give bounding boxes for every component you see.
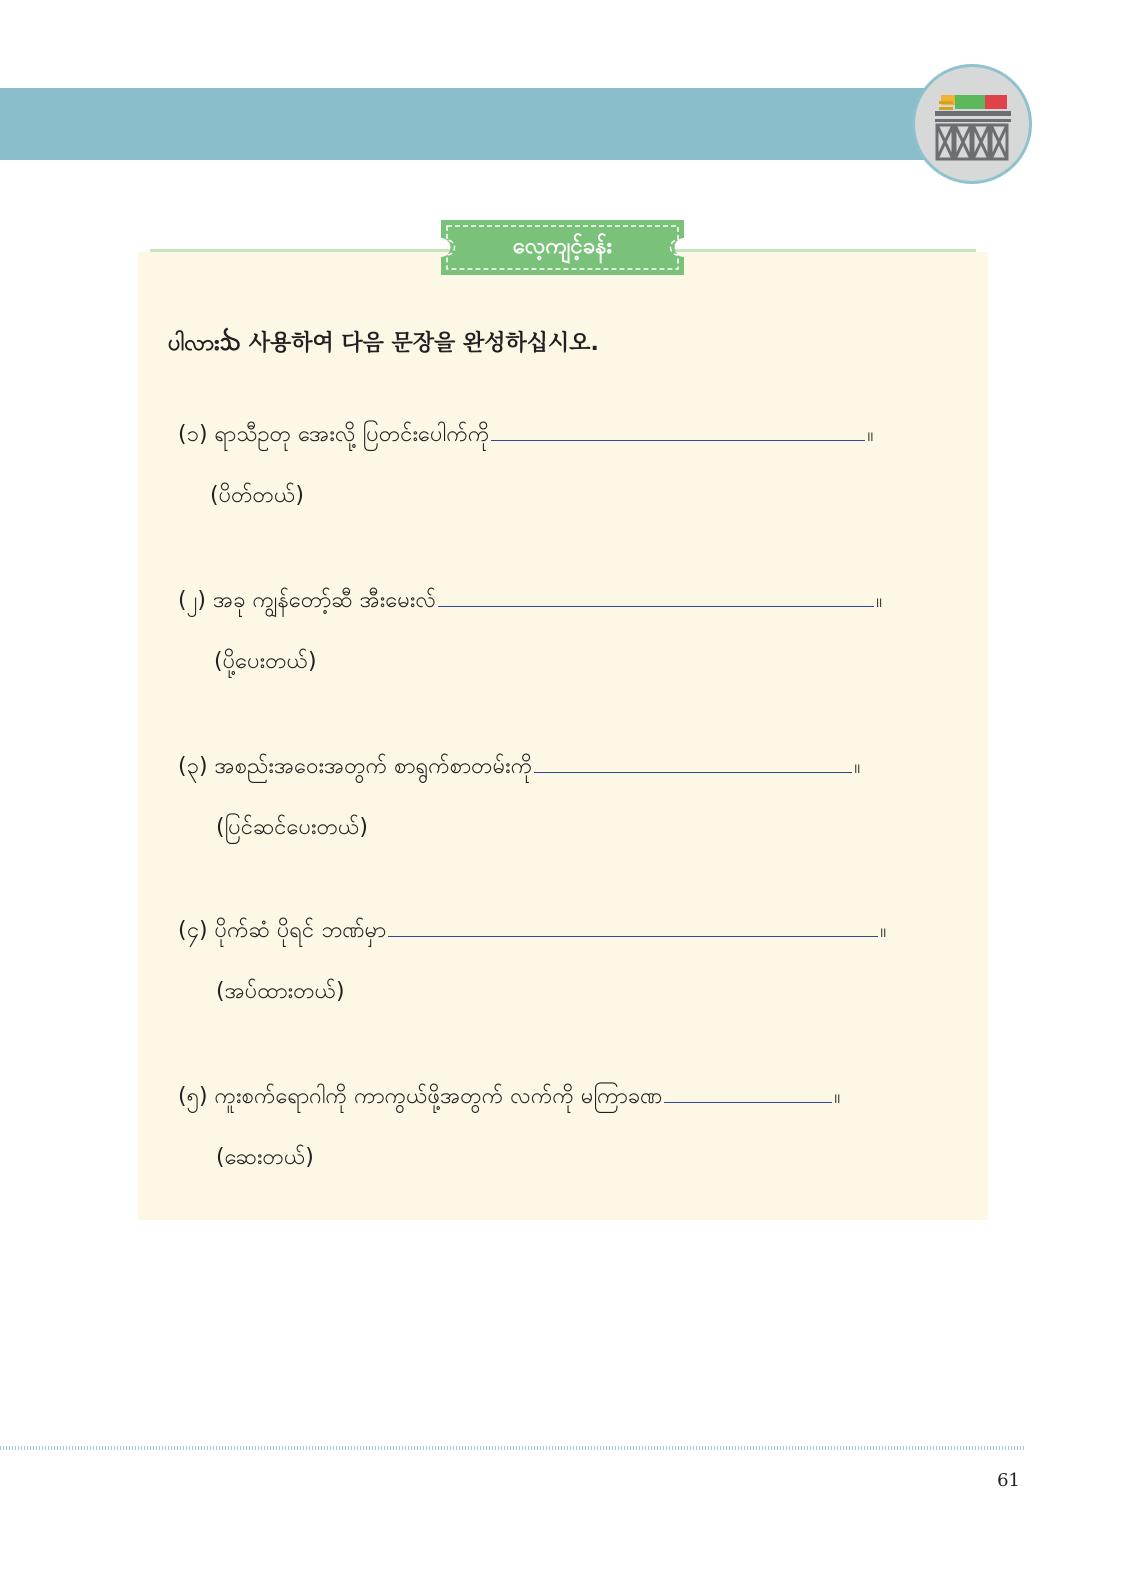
question-1 — [178, 418, 871, 452]
question-5-end: ။ — [834, 1084, 839, 1108]
section-title: လေ့ကျင့်ခန်း — [512, 234, 613, 259]
question-3-text: (၃) အစည်းအဝေးအတွက် စာရွက်စာတမ်းကို — [178, 754, 533, 779]
question-4-text: (၄) ပိုက်ဆံ ပိုရင် ဘဏ်မှာ — [178, 918, 387, 943]
hint-4: (အပ်ထားတယ်) — [216, 979, 345, 1004]
question-2-end: ။ — [876, 588, 881, 612]
hint-3: (ပြင်ဆင်ပေးတယ်) — [216, 815, 368, 840]
question-2-text: (၂) အခု ကျွန်တော့်ဆီ အီးမေးလ် — [178, 588, 437, 613]
question-3-end: ။ — [854, 754, 859, 778]
question-2 — [178, 584, 880, 618]
footer-divider — [0, 1446, 1026, 1450]
answer-blank-2[interactable] — [438, 584, 874, 607]
page-number: 61 — [997, 1470, 1020, 1491]
question-4 — [178, 914, 884, 948]
hint-5: (ဆေးတယ်) — [216, 1145, 314, 1170]
answer-blank-5[interactable] — [664, 1080, 832, 1103]
question-3 — [178, 750, 858, 784]
hint-1: (ပိတ်တယ်) — [210, 483, 304, 508]
question-5 — [178, 1080, 838, 1114]
header-band — [0, 88, 960, 160]
instruction-text: ပါလားᨨ 사용하여 다음 문장을 완성하십시오. — [168, 331, 599, 356]
answer-blank-4[interactable] — [388, 914, 878, 937]
answer-blank-3[interactable] — [534, 750, 852, 773]
question-5-text: (၅) ကူးစက်ရောဂါကို ကာကွယ်ဖို့အတွက် လက်ကို မကြာခဏ — [178, 1084, 663, 1109]
section-title-tab — [441, 220, 684, 275]
train-bridge-icon — [912, 64, 1032, 184]
question-1-end: ။ — [867, 422, 872, 446]
hint-2: (ပို့ပေးတယ်) — [214, 649, 317, 674]
exercise-panel — [138, 252, 988, 1220]
question-4-end: ။ — [880, 918, 885, 942]
answer-blank-1[interactable] — [491, 418, 865, 441]
question-1-text: (၁) ရာသီဥတု အေးလို့ ပြတင်းပေါက်ကို — [178, 422, 490, 447]
